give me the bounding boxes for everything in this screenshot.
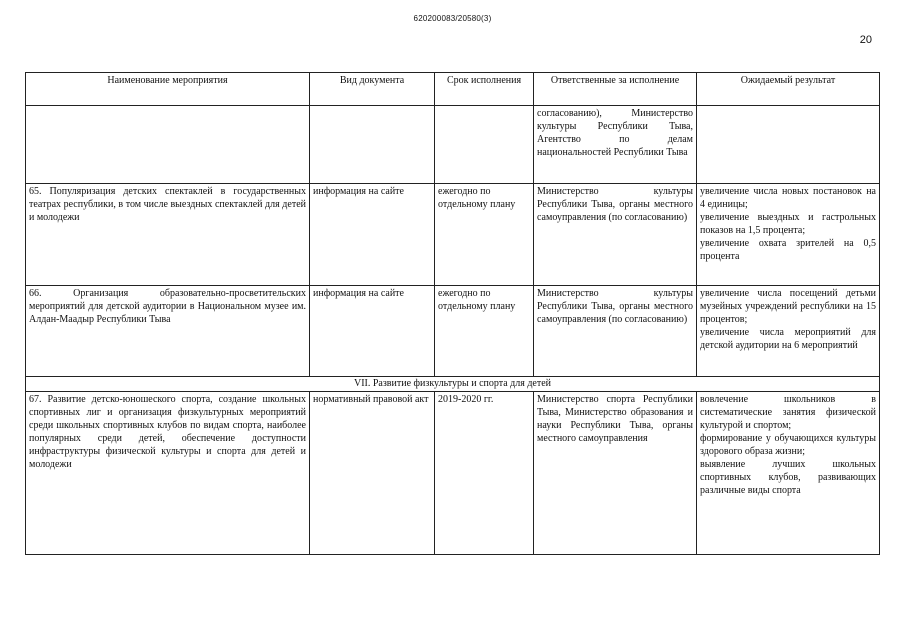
cell-doc-type: информация на сайте bbox=[310, 184, 435, 286]
cell-deadline: ежегодно по отдельному плану bbox=[435, 286, 534, 377]
cell-name: 65. Популяризация детских спектаклей в государственных театрах республики, в том числе выездных спектаклей для детей и молодежи bbox=[26, 184, 310, 286]
result-item: увеличение числа мероприятий для детской аудитории на 6 мероприятий bbox=[700, 327, 876, 351]
page-number: 20 bbox=[859, 34, 872, 46]
cell-responsible: Министерство спорта Республики Тыва, Министерство образования и науки Республики Тыва, органы местного самоуправления bbox=[534, 392, 697, 555]
cell-responsible: согласованию), Министерство культуры Республики Тыва, Агентство по делам национальностей Республики Тыва bbox=[534, 106, 697, 184]
cell-deadline bbox=[435, 106, 534, 184]
section-heading-row bbox=[26, 377, 880, 392]
cell-result bbox=[697, 286, 880, 377]
section-title: VII. Развитие физкультуры и спорта для детей bbox=[26, 377, 880, 392]
column-header-doc-type: Вид документа bbox=[310, 73, 435, 106]
measures-table bbox=[25, 72, 880, 555]
result-item: увеличение выездных и гастрольных показов на 1,5 процента; bbox=[700, 212, 876, 236]
cell-name: 66. Организация образовательно-просветительских мероприятий для детской аудитории в Национальном музее им. Алдан-Маадыр Республики Тыва bbox=[26, 286, 310, 377]
column-header-responsible: Ответственные за исполнение bbox=[534, 73, 697, 106]
cell-name: 67. Развитие детско-юношеского спорта, создание школьных спортивных лиг и организация физкультурных мероприятий среди школьных спортивных клубов по видам спорта, наиболее популярных среди детей, обеспечение доступности инфраструктуры физической культуры и спорта для детей и молодежи bbox=[26, 392, 310, 555]
cell-deadline: ежегодно по отдельному плану bbox=[435, 184, 534, 286]
column-header-deadline: Срок исполнения bbox=[435, 73, 534, 106]
cell-doc-type: информация на сайте bbox=[310, 286, 435, 377]
result-item: вовлечение школьников в систематические занятия физической культурой и спортом; bbox=[700, 394, 876, 431]
cell-result bbox=[697, 392, 880, 555]
cell-name bbox=[26, 106, 310, 184]
cell-deadline: 2019-2020 гг. bbox=[435, 392, 534, 555]
table-row-66 bbox=[26, 286, 880, 377]
cell-result bbox=[697, 184, 880, 286]
table-row-67 bbox=[26, 392, 880, 555]
result-item: выявление лучших школьных спортивных клубов, развивающих различные виды спорта bbox=[700, 459, 876, 496]
column-header-result: Ожидаемый результат bbox=[697, 73, 880, 106]
result-item: увеличение числа новых постановок на 4 единицы; bbox=[700, 186, 876, 210]
column-header-name: Наименование мероприятия bbox=[26, 73, 310, 106]
table-header-row bbox=[26, 73, 880, 106]
result-item: увеличение охвата зрителей на 0,5 процента bbox=[700, 238, 876, 262]
cell-doc-type: нормативный правовой акт bbox=[310, 392, 435, 555]
cell-result bbox=[697, 106, 880, 184]
cell-responsible: Министерство культуры Республики Тыва, органы местного самоуправления (по согласованию) bbox=[534, 286, 697, 377]
table-row-65 bbox=[26, 184, 880, 286]
result-item: формирование у обучающихся культуры здорового образа жизни; bbox=[700, 433, 876, 457]
result-item: увеличение числа посещений детьми музейных учреждений республики на 15 процентов; bbox=[700, 288, 876, 325]
table-row-continued bbox=[26, 106, 880, 184]
cell-responsible: Министерство культуры Республики Тыва, органы местного самоуправления (по согласованию) bbox=[534, 184, 697, 286]
cell-doc-type bbox=[310, 106, 435, 184]
document-code: 620200083/20580(3) bbox=[413, 14, 492, 23]
